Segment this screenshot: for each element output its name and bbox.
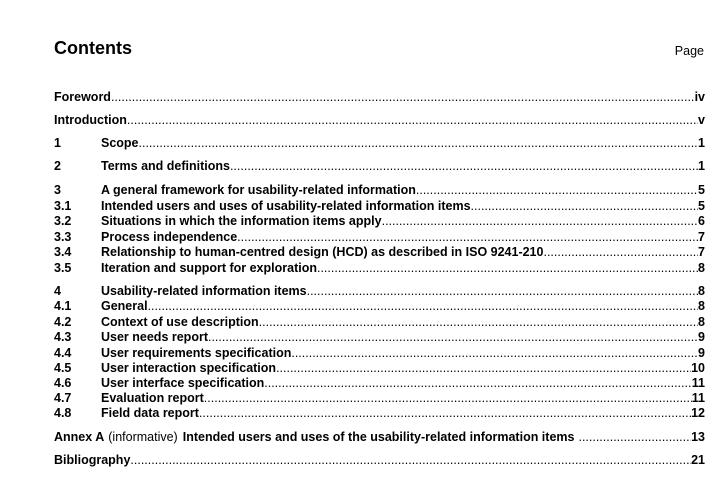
toc-leader-dots: [139, 136, 699, 151]
toc-leader-dots: [291, 346, 698, 361]
toc-entry-page: 8: [698, 261, 705, 275]
toc-entry-3-1[interactable]: [54, 199, 705, 214]
toc-entry-number: 4: [54, 284, 61, 298]
toc-entry-annex-a[interactable]: [54, 430, 705, 445]
toc-entry-page: 8: [698, 299, 705, 313]
toc-entry-number: 1: [54, 136, 61, 150]
toc-leader-dots: [259, 315, 698, 330]
toc-entry-number: 4.2: [54, 315, 72, 329]
toc-entry-number: 2: [54, 159, 61, 173]
toc-entry-label: Process independence: [101, 230, 238, 244]
toc-entry-scope[interactable]: [54, 136, 705, 151]
toc-entry-page: 6: [698, 214, 705, 228]
toc-entry-page: 7: [698, 245, 705, 259]
toc-entry-label: Intended users and uses of usability-related information items: [101, 199, 471, 213]
toc-leader-dots: [416, 183, 698, 198]
toc-entry-label: Situations in which the information items apply: [101, 214, 382, 228]
toc-entry-bibliography[interactable]: [54, 453, 705, 468]
toc-leader-dots: [471, 199, 699, 214]
toc-entry-label: Intended users and uses of the usability-related information items: [182, 430, 575, 444]
page-column-label: Page: [674, 44, 704, 58]
toc-entry-3-4[interactable]: [54, 245, 705, 260]
toc-entry-section-3[interactable]: [54, 183, 705, 198]
toc-entry-number: 4.5: [54, 361, 72, 375]
toc-entry-page: 1: [698, 136, 705, 150]
toc-leader-dots: [307, 284, 698, 299]
toc-entry-page: 10: [691, 361, 705, 375]
toc-entry-number: 3.3: [54, 230, 72, 244]
toc-leader-dots: [264, 376, 692, 391]
toc-entry-label: Field data report: [101, 406, 199, 420]
toc-entry-annex-type: (informative): [108, 430, 178, 444]
toc-entry-label: Terms and definitions: [101, 159, 230, 173]
toc-entry-page: 7: [698, 230, 705, 244]
toc-entry-4-3[interactable]: [54, 330, 705, 345]
toc-entry-page: v: [698, 113, 705, 127]
toc-leader-dots: [208, 330, 698, 345]
toc-leader-dots: [199, 406, 691, 421]
toc-entry-label: Relationship to human-centred design (HCD) as described in ISO 9241-210: [101, 245, 544, 259]
toc-entry-introduction[interactable]: [54, 113, 705, 128]
toc-leader-dots: [574, 430, 691, 445]
toc-entry-label: Evaluation report: [101, 391, 204, 405]
toc-entry-4-4[interactable]: [54, 346, 705, 361]
toc-entry-number: 3.5: [54, 261, 72, 275]
toc-entry-3-3[interactable]: [54, 230, 705, 245]
toc-entry-number: 3.4: [54, 245, 72, 259]
toc-entry-page: 11: [691, 391, 705, 405]
toc-leader-dots: [237, 230, 698, 245]
toc-entry-number: 4.8: [54, 406, 72, 420]
toc-leader-dots: [543, 245, 698, 260]
toc-entry-4-7[interactable]: [54, 391, 705, 406]
toc-entry-4-1[interactable]: [54, 299, 705, 314]
toc-entry-label: Introduction: [54, 113, 127, 127]
toc-entry-4-5[interactable]: [54, 361, 705, 376]
toc-entry-page: 21: [691, 453, 705, 467]
toc-entry-number: 4.7: [54, 391, 72, 405]
toc-entry-foreword[interactable]: [54, 90, 705, 105]
toc-leader-dots: [276, 361, 691, 376]
page-title: Contents: [54, 38, 132, 58]
toc-entry-page: iv: [694, 90, 705, 104]
toc-entry-number: 3: [54, 183, 61, 197]
toc-entry-4-8[interactable]: [54, 406, 705, 421]
toc-entry-page: 8: [698, 284, 705, 298]
toc-entry-4-6[interactable]: [54, 376, 705, 391]
toc-entry-number: 4.6: [54, 376, 72, 390]
toc-entry-4-2[interactable]: [54, 315, 705, 330]
toc-entry-page: 5: [698, 183, 705, 197]
toc-entry-terms[interactable]: [54, 159, 705, 174]
toc-leader-dots: [317, 261, 698, 276]
toc-entry-number: 4.1: [54, 299, 72, 313]
toc-entry-label: Iteration and support for exploration: [101, 261, 317, 275]
toc-entry-label: Usability-related information items: [101, 284, 307, 298]
toc-leader-dots: [148, 299, 698, 314]
toc-entry-3-5[interactable]: [54, 261, 705, 276]
toc-entry-label: Bibliography: [54, 453, 131, 467]
toc-entry-page: 1: [698, 159, 705, 173]
toc-entry-number: 4.3: [54, 330, 72, 344]
toc-entry-number: 3.2: [54, 214, 72, 228]
toc-entry-label: General: [101, 299, 148, 313]
toc-entry-label: User needs report: [101, 330, 208, 344]
toc-leader-dots: [382, 214, 698, 229]
toc-entry-page: 12: [691, 406, 705, 420]
toc-entry-label: User interaction specification: [101, 361, 277, 375]
toc-entry-page: 11: [691, 376, 705, 390]
toc-entry-label: Context of use description: [101, 315, 259, 329]
toc-entry-section-4[interactable]: [54, 284, 705, 299]
toc-entry-page: 9: [698, 346, 705, 360]
toc-leader-dots: [230, 159, 698, 174]
toc-entry-page: 5: [698, 199, 705, 213]
toc-entry-number: 3.1: [54, 199, 72, 213]
toc-entry-label: Foreword: [54, 90, 111, 104]
toc-entry-3-2[interactable]: [54, 214, 705, 229]
toc-entry-label: A general framework for usability-related information: [101, 183, 416, 197]
toc-entry-annex-number: Annex A: [54, 430, 105, 444]
toc-leader-dots: [204, 391, 692, 406]
toc-leader-dots: [111, 90, 695, 105]
toc-leader-dots: [130, 453, 691, 468]
toc-entry-page: 13: [691, 430, 705, 444]
toc-entry-label: Scope: [101, 136, 139, 150]
toc-entry-label: User requirements specification: [101, 346, 292, 360]
toc-entry-label: User interface specification: [101, 376, 265, 390]
toc-entry-number: 4.4: [54, 346, 72, 360]
toc-leader-dots: [127, 113, 698, 128]
toc-entry-page: 8: [698, 315, 705, 329]
toc-entry-page: 9: [698, 330, 705, 344]
